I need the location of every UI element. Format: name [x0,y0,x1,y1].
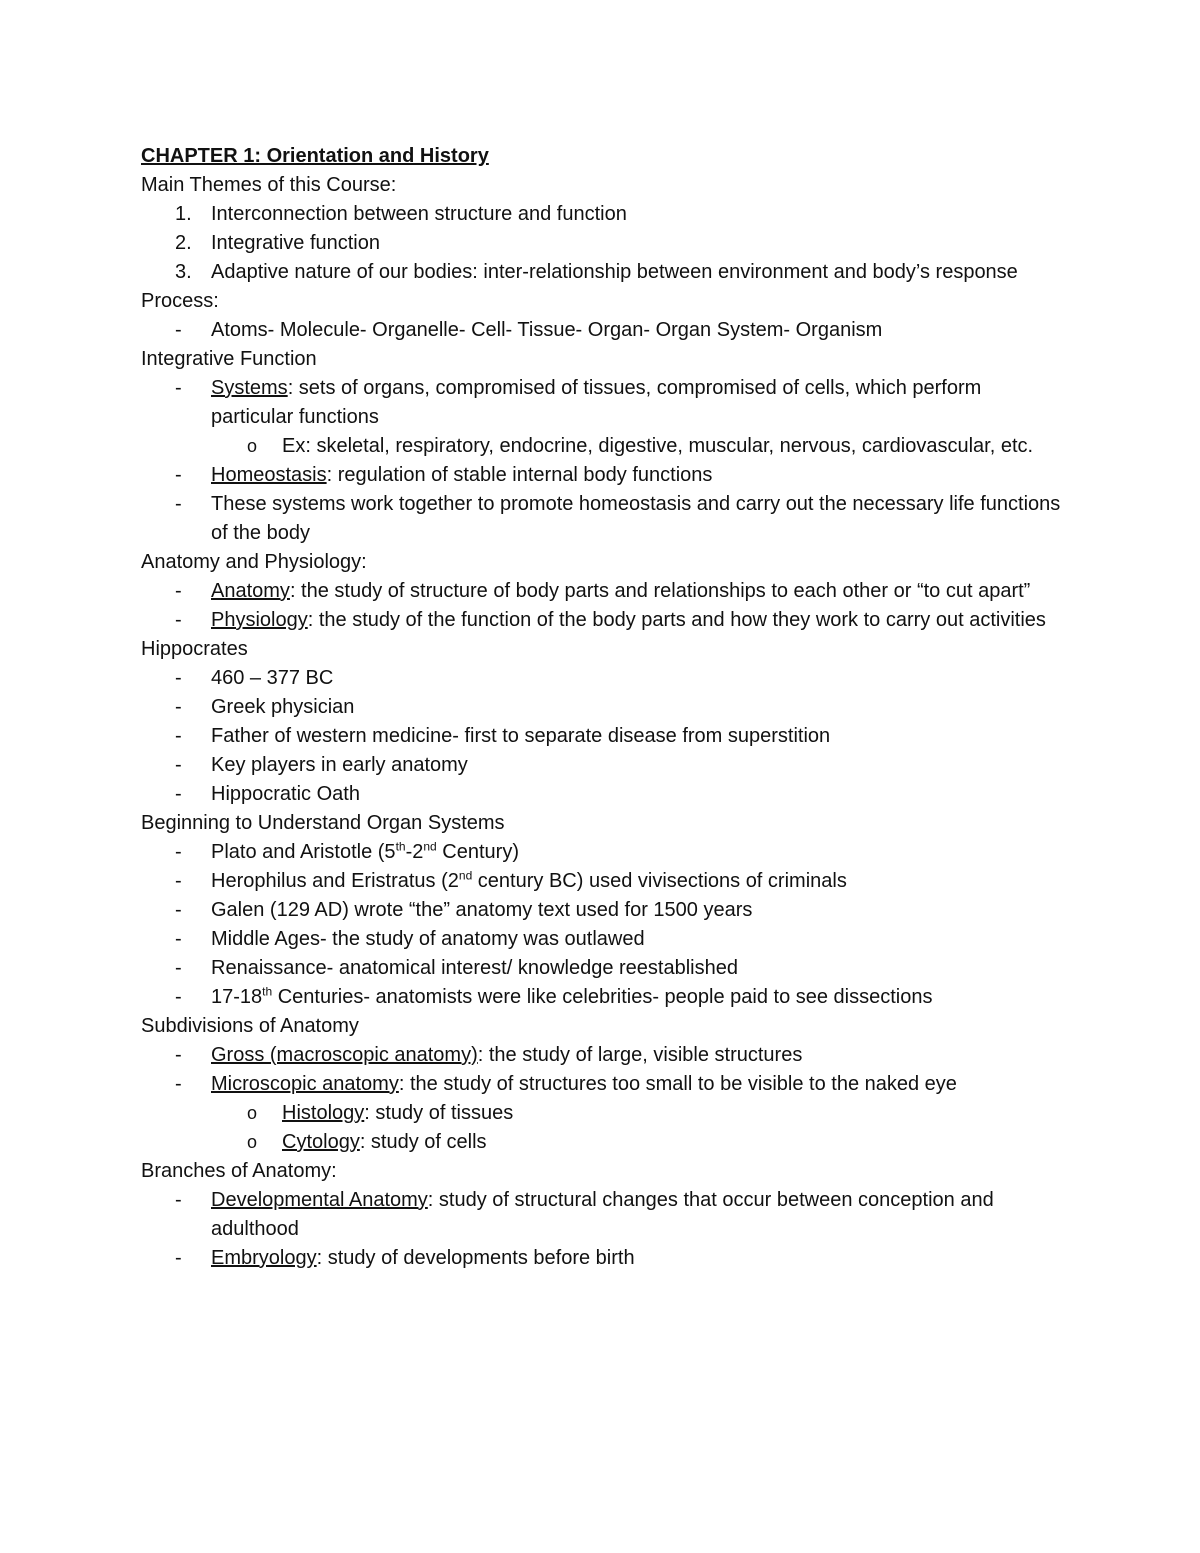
definition-text: : the study of the function of the body parts and how they work to carry out activities [307,609,1046,631]
section-heading-subdivisions: Subdivisions of Anatomy [141,1015,359,1037]
definition-text: : the study of structures too small to be visible to the naked eye [398,1073,957,1095]
dash-bullet: - [175,1247,182,1269]
list-item [141,983,1061,1012]
section-heading-hippocrates: Hippocrates [141,638,248,660]
list-item [141,751,1061,780]
list-item [141,954,1061,983]
superscript: th [395,839,406,854]
list-item [141,316,1061,345]
definition-text: : the study of large, visible structures [477,1044,803,1066]
sub-list-item [141,1128,1061,1157]
list-item [141,374,1061,432]
definition-text: : study of developments before birth [316,1247,635,1269]
dash-bullet: - [175,1073,182,1095]
dash-bullet: - [175,899,182,921]
term-embryology: Embryology [211,1247,317,1269]
list-item [141,1041,1061,1070]
dash-bullet: - [175,783,182,805]
sub-list-item [141,432,1061,461]
dash-bullet: - [175,928,182,950]
document-body [141,142,1061,1273]
term-gross-anatomy: Gross (macroscopic anatomy) [211,1044,478,1066]
list-item [141,896,1061,925]
dash-bullet: - [175,841,182,863]
list-item [141,490,1061,548]
term-microscopic-anatomy: Microscopic anatomy [211,1073,399,1095]
circle-bullet: o [247,1132,258,1152]
section-heading-themes: Main Themes of this Course: [141,174,397,196]
list-item-text: Key players in early anatomy [211,754,468,776]
dash-bullet: - [175,870,182,892]
list-item-text: These systems work together to promote homeostasis and carry out the necessary life functions of the body [211,493,1061,544]
dash-bullet: - [175,667,182,689]
circle-bullet: o [247,436,258,456]
section-heading-anatphys: Anatomy and Physiology: [141,551,367,573]
list-item-text: 17-18 [211,986,263,1008]
dash-bullet: - [175,609,182,631]
superscript: nd [458,868,473,883]
dash-bullet: - [175,493,182,515]
list-item-text: -2 [405,841,424,863]
dash-bullet: - [175,957,182,979]
dash-bullet: - [175,464,182,486]
superscript: th [262,984,273,999]
list-item-text: Interconnection between structure and function [211,203,627,225]
list-item-text: Greek physician [211,696,355,718]
list-number: 3. [175,261,192,283]
list-item-text: Ex: skeletal, respiratory, endocrine, digestive, muscular, nervous, cardiovascular, etc. [282,435,1034,457]
list-item [141,200,1061,229]
definition-text: : study of cells [359,1131,487,1153]
circle-bullet: o [247,1103,258,1123]
list-item [141,664,1061,693]
list-item-text: Centuries- anatomists were like celebrities- people paid to see dissections [272,986,933,1008]
list-item [141,229,1061,258]
dash-bullet: - [175,580,182,602]
list-item-text: Middle Ages- the study of anatomy was outlawed [211,928,645,950]
list-item-text: Father of western medicine- first to separate disease from superstition [211,725,831,747]
definition-text: : regulation of stable internal body functions [326,464,713,486]
list-item-text: 460 – 377 BC [211,667,334,689]
term-histology: Histology [282,1102,365,1124]
term-physiology: Physiology [211,609,308,631]
definition-text: : the study of structure of body parts and relationships to each other or “to cut apart” [289,580,1031,602]
list-item-text: Atoms- Molecule- Organelle- Cell- Tissue- Organ- Organ System- Organism [211,319,883,341]
sub-list-item [141,1099,1061,1128]
list-item-text: Galen (129 AD) wrote “the” anatomy text used for 1500 years [211,899,753,921]
term-homeostasis: Homeostasis [211,464,327,486]
section-heading-organ-systems: Beginning to Understand Organ Systems [141,812,505,834]
list-item-text: Integrative function [211,232,380,254]
list-item [141,722,1061,751]
list-item-text: Herophilus and Eristratus (2 [211,870,459,892]
chapter-title: CHAPTER 1: Orientation and History [141,145,489,167]
list-item [141,606,1061,635]
section-heading-branches: Branches of Anatomy: [141,1160,337,1182]
dash-bullet: - [175,377,182,399]
term-developmental-anatomy: Developmental Anatomy [211,1189,428,1211]
term-systems: Systems [211,377,288,399]
list-item-text: Plato and Aristotle (5 [211,841,396,863]
definition-text: : study of tissues [364,1102,514,1124]
list-item [141,258,1061,287]
superscript: nd [423,839,437,854]
dash-bullet: - [175,754,182,776]
list-item [141,867,1061,896]
definition-text: : sets of organs, compromised of tissues, compromised of cells, which perform particular functions [211,377,982,428]
list-item-text: Renaissance- anatomical interest/ knowledge reestablished [211,957,738,979]
list-item [141,780,1061,809]
section-heading-process: Process: [141,290,219,312]
list-number: 2. [175,232,192,254]
definition-text: : study of structural changes that occur between conception and adulthood [211,1189,994,1240]
dash-bullet: - [175,725,182,747]
dash-bullet: - [175,696,182,718]
list-item-text: Hippocratic Oath [211,783,360,805]
section-heading-integrative: Integrative Function [141,348,317,370]
term-anatomy: Anatomy [211,580,290,602]
list-item [141,461,1061,490]
dash-bullet: - [175,986,182,1008]
list-item [141,838,1061,867]
dash-bullet: - [175,1189,182,1211]
list-item [141,1244,1061,1273]
list-item [141,693,1061,722]
list-item [141,1186,1061,1244]
list-number: 1. [175,203,192,225]
list-item-text: century BC) used vivisections of criminals [472,870,847,892]
list-item [141,925,1061,954]
term-cytology: Cytology [282,1131,360,1153]
list-item [141,577,1061,606]
dash-bullet: - [175,319,182,341]
list-item-text: Adaptive nature of our bodies: inter-relationship between environment and body’s response [211,261,1018,283]
list-item [141,1070,1061,1099]
list-item-text: Century) [436,841,519,863]
dash-bullet: - [175,1044,182,1066]
